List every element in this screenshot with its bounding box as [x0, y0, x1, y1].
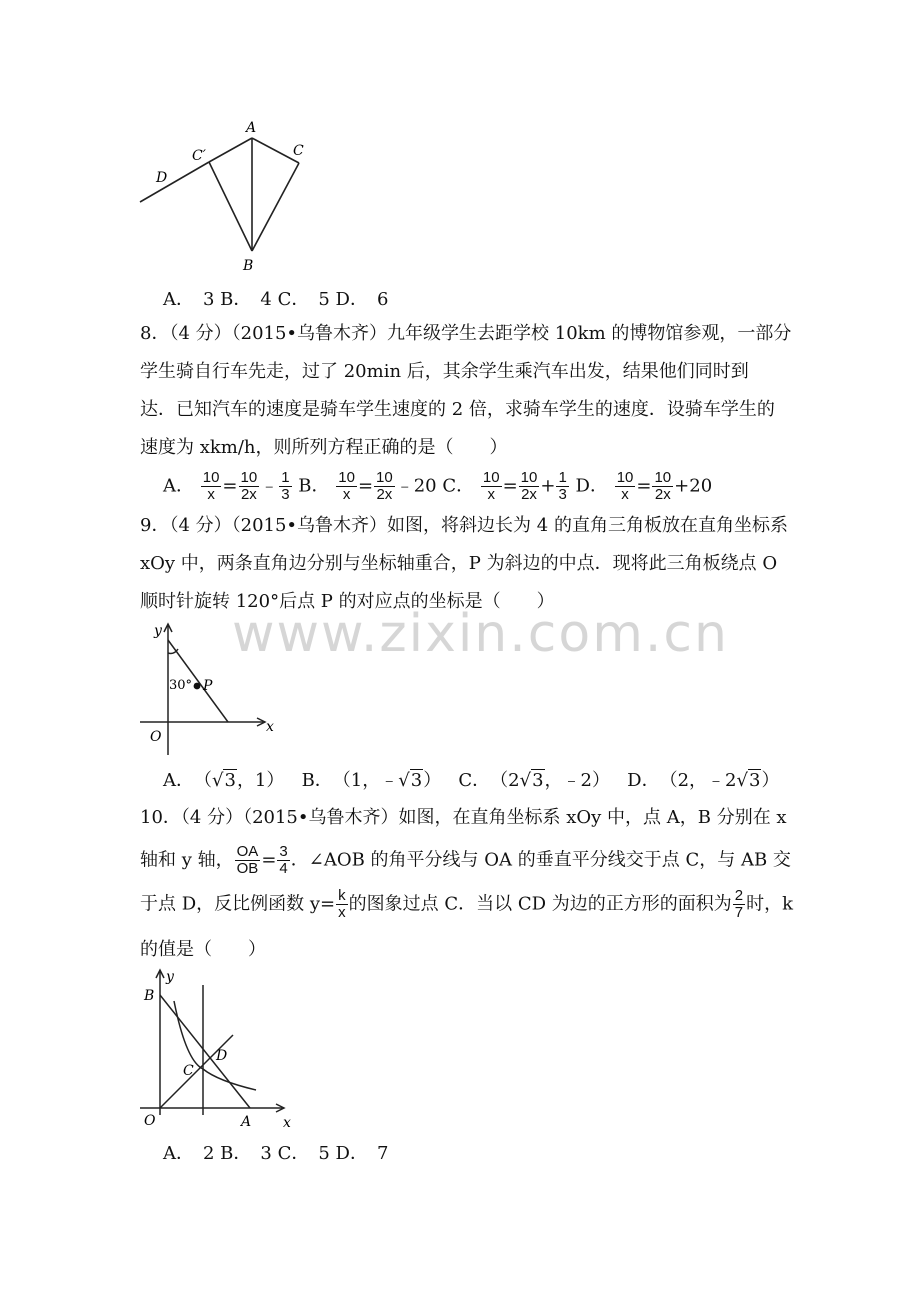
label-x: x: [266, 719, 274, 735]
q10-figure: [138, 965, 293, 1130]
q8-option-a-label: A．: [163, 475, 194, 497]
line-ab: [160, 995, 250, 1108]
q7-options: A． 3 B． 4 C． 5 D． 6: [163, 289, 389, 310]
q10-line2: 轴和 y 轴， $\frac{OA}{OB}$ = $\frac{3}{4}$ ．∠AOB 的角平分线与 OA 的垂直平分线交于点 C，与 AB 交: [140, 843, 791, 877]
q9-line3: 顺时针旋转 120°后点 P 的对应点的坐标是（ ）: [140, 591, 555, 612]
label-c-prime: C′: [192, 148, 206, 164]
label-y: y: [166, 969, 174, 985]
fraction-1-over-3: $\frac{1}{3}$: [281, 469, 290, 503]
q10-options: A． 2 B． 3 C． 5 D． 7: [163, 1143, 389, 1164]
label-x: x: [283, 1115, 291, 1130]
point-p: [194, 683, 201, 690]
q10-line4: 的值是（ ）: [140, 939, 266, 960]
label-d: D: [156, 170, 168, 186]
label-b: B: [243, 258, 254, 274]
q10-line1: 10．（4 分）（2015•乌鲁木齐）如图，在直角坐标系 xOy 中，点 A，B 分别在 x: [140, 807, 787, 828]
q8-options: A． $\frac{10}{x}$ = $\frac{10}{2x}$ ﹣ $\frac{1}{3}$ B． $\frac{10}{x}$ = $\frac{10}{2x}$ ﹣20 C． $\frac{10}{x}$ = $\frac{10}{2x}$ + $\frac{1}{3}$ D． $\frac{10}{x}$ = $\frac{10}{2x}$ +20: [163, 469, 713, 503]
q7-figure: [130, 110, 330, 280]
q9-line2: xOy 中，两条直角边分别与坐标轴重合，P 为斜边的中点．现将此三角板绕点 O: [140, 553, 778, 574]
fraction-k-over-x: $\frac{k}{x}$: [338, 887, 346, 921]
q8-option-b-label: B．: [298, 475, 330, 497]
label-p: P: [203, 678, 213, 694]
q8-line1: 8．（4 分）（2015•乌鲁木齐）九年级学生去距学校 10km 的博物馆参观，一部分: [140, 323, 792, 344]
label-c: C: [293, 143, 304, 159]
q8-option-d-label: D．: [575, 475, 608, 497]
label-c: C: [183, 1063, 194, 1079]
label-y: y: [154, 623, 162, 639]
q8-option-c-label: C．: [442, 475, 475, 497]
fraction-3-over-4: $\frac{3}{4}$: [279, 843, 288, 877]
watermark: www.zixin.com.cn: [232, 604, 729, 664]
label-b: B: [144, 988, 155, 1004]
q10-line3: 于点 D，反比例函数 y= $\frac{k}{x}$ 的图象过点 C．当以 CD 为边的正方形的面积为 $\frac{2}{7}$ 时，k: [140, 887, 794, 921]
line-c-b: [252, 163, 299, 251]
q8-line4: 速度为 xkm/h，则所列方程正确的是（ ）: [140, 437, 508, 458]
q8-line3: 达．已知汽车的速度是骑车学生速度的 2 倍，求骑车学生的速度．设骑车学生的: [140, 399, 775, 420]
bisector-oc: [160, 1035, 233, 1108]
line-a-c: [252, 138, 299, 163]
line-c-prime-b: [209, 162, 252, 251]
label-o: O: [150, 729, 162, 745]
label-angle-30: 30°: [169, 678, 193, 693]
sqrt-3: √3: [212, 770, 236, 791]
fraction-oa-over-ob: $\frac{OA}{OB}$: [236, 843, 259, 877]
label-a: A: [241, 1114, 252, 1130]
label-d: D: [216, 1048, 228, 1064]
label-a: A: [246, 120, 257, 136]
q9-line1: 9．（4 分）（2015•乌鲁木齐）如图，将斜边长为 4 的直角三角板放在直角坐标系: [140, 515, 788, 536]
q8-line2: 学生骑自行车先走，过了 20min 后，其余学生乘汽车出发，结果他们同时到: [140, 361, 749, 382]
q9-options: A． （√3，1） B． （1，﹣√3） C． （2√3，﹣2） D． （2，﹣2√3）: [163, 768, 779, 794]
line-c-prime-a: [209, 138, 252, 162]
fraction-2-over-7: $\frac{2}{7}$: [734, 887, 744, 921]
line-d-c-prime: [140, 162, 209, 202]
label-o: O: [144, 1113, 156, 1129]
q9-figure: [140, 615, 285, 760]
fraction-10-over-2x: $\frac{10}{2x}$: [240, 469, 258, 503]
fraction-10-over-x: $\frac{10}{x}$: [202, 469, 220, 503]
